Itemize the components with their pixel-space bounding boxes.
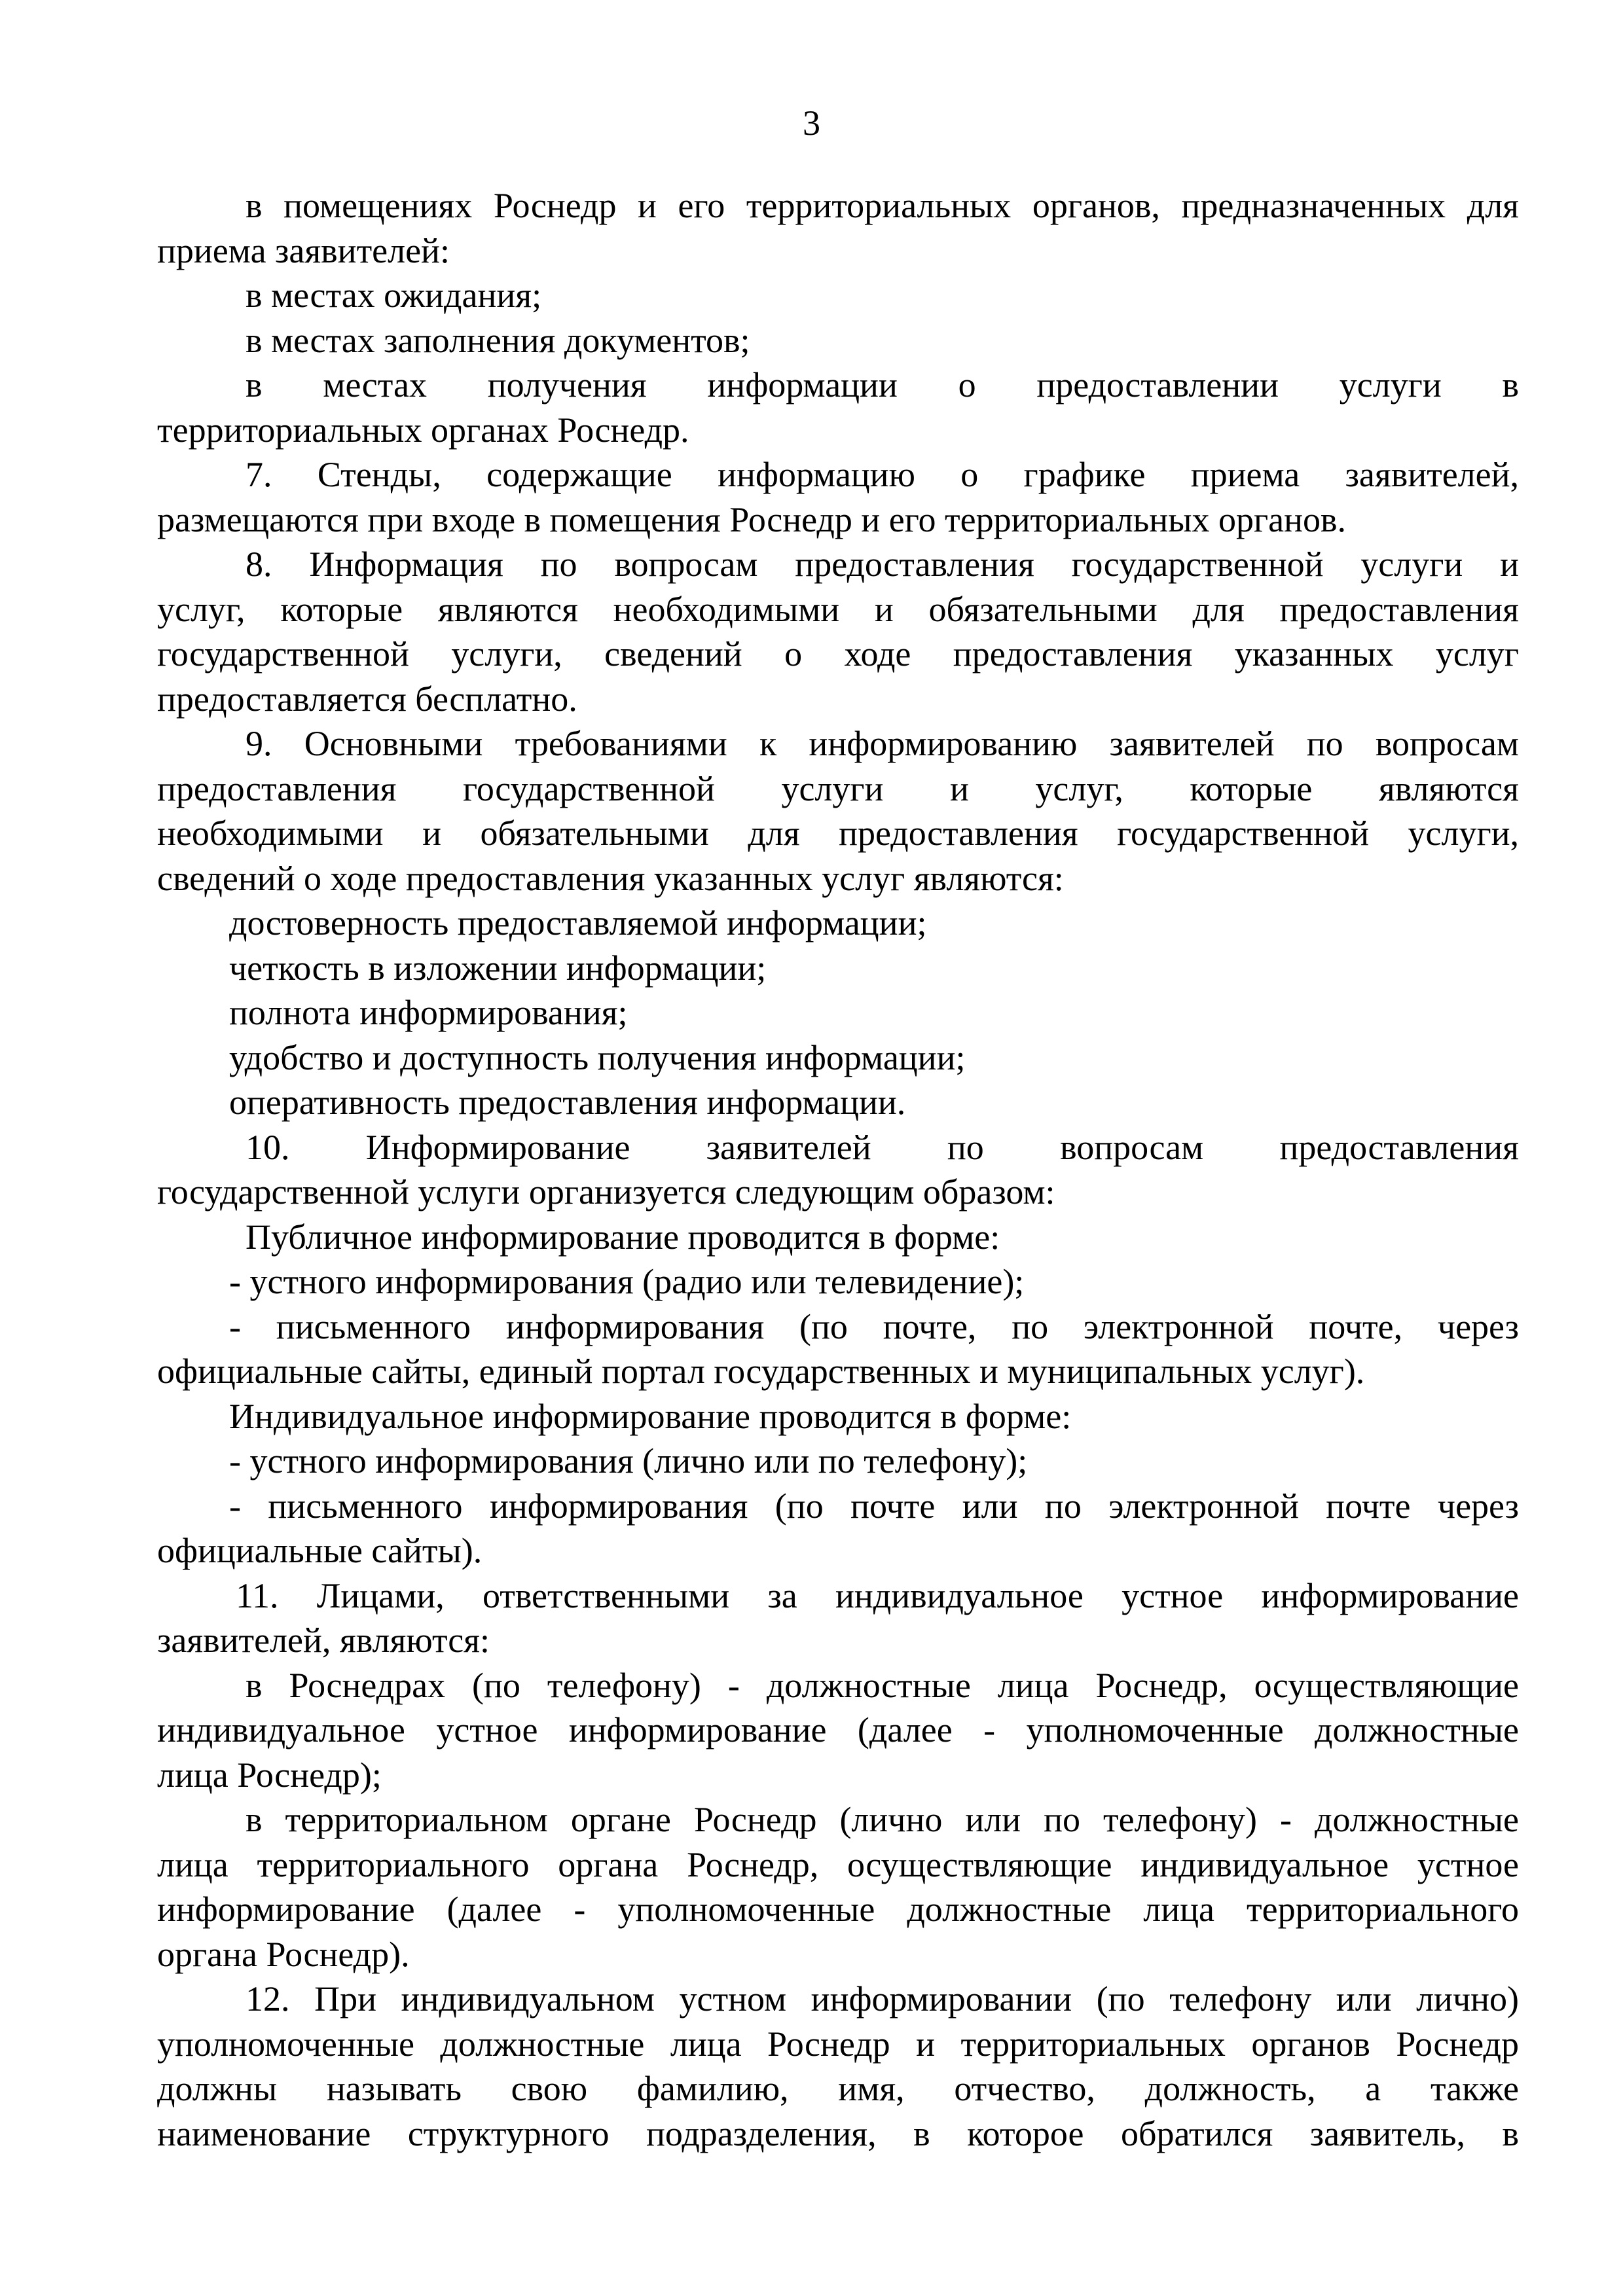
text-line: - устного информирования (лично или по телефону); [229,1441,1028,1480]
text-line: индивидуальное устное информирование (далее - уполномоченные должностные [157,1710,1519,1749]
text-line: наименование структурного подразделения, в которое обратился заявитель, в [157,2113,1519,2153]
text-line: в местах получения информации о предоставлении услуги в [246,365,1519,404]
text-line: - письменного информирования (по почте, по электронной почте, через [229,1306,1519,1346]
page-number: 3 [803,103,820,143]
text-line: - письменного информирования (по почте или по электронной почте через [229,1486,1519,1526]
text-line: достоверность предоставляемой информации; [229,903,927,942]
text-line: государственной услуги, сведений о ходе предоставления указанных услуг [157,634,1519,673]
text-line: оперативность предоставления информации. [229,1083,906,1122]
text-line: заявителей, являются: [157,1621,490,1660]
text-line: размещаются при входе в помещения Роснедр и его территориальных органов. [157,499,1346,539]
text-line: предоставляется бесплатно. [157,679,577,719]
text-line: полнота информирования; [229,993,628,1032]
text-line: 10. Информирование заявителей по вопросам предоставления [246,1127,1519,1167]
text-line: необходимыми и обязательными для предоставления государственной услуги, [157,814,1519,853]
text-line: должны называть свою фамилию, имя, отчество, должность, а также [157,2069,1519,2108]
text-line: - устного информирования (радио или телевидение); [229,1262,1025,1301]
text-line: сведений о ходе предоставления указанных услуг являются: [157,858,1064,898]
text-line: уполномоченные должностные лица Роснедр и территориальных органов Роснедр [157,2024,1519,2064]
text-line: 7. Стенды, содержащие информацию о графике приема заявителей, [246,455,1519,494]
text-line: в местах ожидания; [246,276,542,315]
text-line: 11. Лицами, ответственными за индивидуальное устное информирование [236,1575,1519,1615]
text-line: четкость в изложении информации; [229,948,767,988]
text-line: в помещениях Роснедр и его территориальных органов, предназначенных для [246,186,1519,225]
text-line: государственной услуги организуется следующим образом: [157,1172,1055,1211]
text-line: 12. При индивидуальном устном информировании (по телефону или лично) [246,1979,1519,2018]
text-line: в местах заполнения документов; [246,320,750,360]
text-line: официальные сайты, единый портал государственных и муниципальных услуг). [157,1352,1365,1391]
text-line: территориальных органах Роснедр. [157,410,689,450]
text-line: 8. Информация по вопросам предоставления государственной услуги и [246,545,1519,584]
text-line: услуг, которые являются необходимыми и обязательными для предоставления [157,589,1519,629]
text-line: информирование (далее - уполномоченные должностные лица территориального [157,1890,1519,1929]
text-line: 9. Основными требованиями к информированию заявителей по вопросам [246,724,1519,763]
text-line: официальные сайты). [157,1531,483,1570]
text-line: лица Роснедр); [157,1755,382,1795]
document-body [157,183,1519,2156]
text-line: Индивидуальное информирование проводится в форме: [229,1396,1072,1436]
text-line: приема заявителей: [157,230,450,270]
text-line: Публичное информирование проводится в форме: [246,1217,1000,1257]
text-line: предоставления государственной услуги и услуг, которые являются [157,768,1519,808]
text-line: в Роснедрах (по телефону) - должностные лица Роснедр, осуществляющие [246,1665,1519,1705]
text-line: органа Роснедр). [157,1934,410,1974]
text-line: лица территориального органа Роснедр, осуществляющие индивидуальное устное [157,1844,1519,1884]
text-line: в территориальном органе Роснедр (лично или по телефону) - должностные [246,1800,1519,1839]
text-line: удобство и доступность получения информации; [229,1037,966,1077]
